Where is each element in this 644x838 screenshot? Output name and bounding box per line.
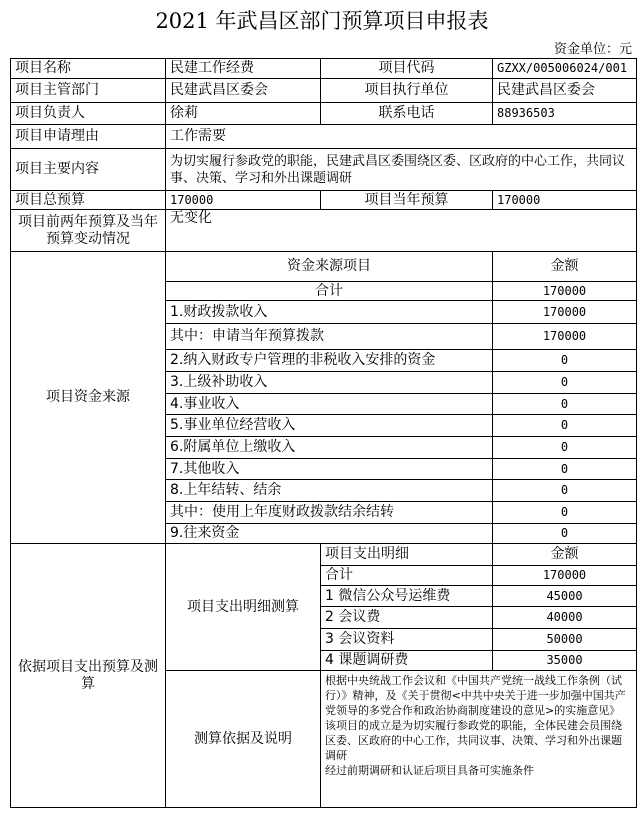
funding-row-amount: 0 [493,415,637,437]
funding-row-item: 3.上级补助收入 [166,372,493,394]
funding-row-amount: 170000 [493,282,637,301]
funding-row-amount: 170000 [493,324,637,350]
expense-row-item: 4 课题调研费 [321,651,493,671]
reason-value: 工作需要 [166,125,637,149]
funding-row-amount: 0 [493,437,637,459]
funding-row-amount: 0 [493,350,637,372]
project-name-value: 民建工作经费 [166,59,321,79]
dept-value: 民建武昌区委会 [166,79,321,103]
funding-row-amount: 0 [493,394,637,415]
expense-row-amount: 170000 [493,566,637,586]
funding-row-item: 其中：使用上年度财政拨款结余结转 [166,502,493,524]
total-budget-value: 170000 [166,191,321,210]
funding-row-amount: 0 [493,372,637,394]
funding-col-item: 资金来源项目 [166,252,493,282]
funding-row-amount: 0 [493,502,637,524]
funding-row-amount: 0 [493,480,637,502]
expense-row-item: 2 会议费 [321,607,493,629]
funding-row-item: 2.纳入财政专户管理的非税收入安排的资金 [166,350,493,372]
expense-row-amount: 35000 [493,651,637,671]
funding-row-item: 6.附属单位上缴收入 [166,437,493,459]
funding-col-amount: 金额 [493,252,637,282]
budget-form-table [10,58,637,808]
funding-row-item: 9.往来资金 [166,524,493,544]
expense-row-item: 合计 [321,566,493,586]
basis-paragraph: 根据中央统战工作会议和《中国共产党统一战线工作条例（试行）》精神，及《关于贯彻<中共中央关于进一步加强中国共产党领导的多党合作和政治协商制度建设的意见>的实施意见》 该项目的成立是为切实履行参政党的职能，全体民建会员围绕区委、区政府的中心工作，共同议事、决策、学习和外出课题调研 [325,674,626,762]
reason-label: 项目申请理由 [11,125,166,149]
funding-row-item: 8.上年结转、结余 [166,480,493,502]
owner-label: 项目负责人 [11,103,166,125]
current-budget-label: 项目当年预算 [321,191,493,210]
funding-row-item: 4.事业收入 [166,394,493,415]
currency-unit: 资金单位：元 [553,42,632,57]
owner-value: 徐莉 [166,103,321,125]
expense-section-label: 依据项目支出预算及测算 [11,544,166,808]
project-code-value: GZXX/005006024/001 [493,59,637,79]
phone-value: 88936503 [493,103,637,125]
funding-row-item: 7.其他收入 [166,459,493,480]
expense-col-item: 项目支出明细 [321,544,493,566]
prev-budget-value: 无变化 [166,210,637,252]
funding-row-item: 合计 [166,282,493,301]
expense-row-amount: 50000 [493,629,637,651]
project-name-label: 项目名称 [11,59,166,79]
exec-unit-value: 民建武昌区委会 [493,79,637,103]
funding-row-item: 1.财政拨款收入 [166,301,493,324]
funding-row-amount: 0 [493,459,637,480]
expense-row-item: 3 会议资料 [321,629,493,651]
prev-budget-label: 项目前两年预算及当年预算变动情况 [11,210,166,252]
project-code-label: 项目代码 [321,59,493,79]
total-budget-label: 项目总预算 [11,191,166,210]
basis-paragraph-2: 经过前期调研和认证后项目具备可实施条件 [325,764,534,777]
expense-col-amount: 金额 [493,544,637,566]
basis-label: 测算依据及说明 [166,671,321,808]
funding-row-amount: 170000 [493,301,637,324]
funding-row-item: 5.事业单位经营收入 [166,415,493,437]
content-label: 项目主要内容 [11,149,166,191]
funding-section-label: 项目资金来源 [11,252,166,544]
phone-label: 联系电话 [321,103,493,125]
exec-unit-label: 项目执行单位 [321,79,493,103]
expense-detail-label: 项目支出明细测算 [166,544,321,671]
basis-text [321,671,637,808]
form-title: 2021 年武昌区部门预算项目申报表 [155,9,489,33]
expense-row-amount: 45000 [493,586,637,607]
dept-label: 项目主管部门 [11,79,166,103]
content-value: 为切实履行参政党的职能，民建武昌区委围绕区委、区政府的中心工作，共同议事、决策、学习和外出课题调研 [166,149,637,191]
funding-row-item: 其中：申请当年预算拨款 [166,324,493,350]
expense-row-item: 1 微信公众号运维费 [321,586,493,607]
current-budget-value: 170000 [493,191,637,210]
expense-row-amount: 40000 [493,607,637,629]
funding-row-amount: 0 [493,524,637,544]
